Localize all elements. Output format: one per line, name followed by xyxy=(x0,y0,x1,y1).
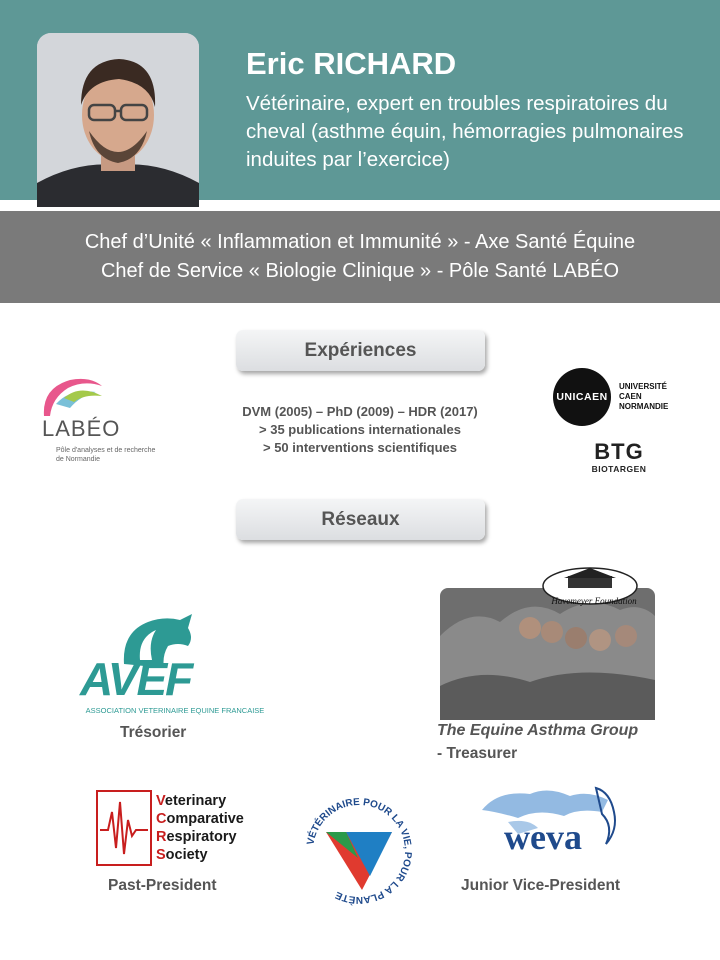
unicaen-text: UNIVERSITÉ CAEN NORMANDIE xyxy=(619,382,669,411)
experiences-heading: Expériences xyxy=(236,330,485,371)
experiences-list xyxy=(200,403,520,457)
avef-logo xyxy=(70,610,280,720)
asthma-group-name: The Equine Asthma Group xyxy=(437,722,639,739)
person-name: Eric RICHARD xyxy=(246,46,457,81)
weva-role: Junior Vice-President xyxy=(461,877,621,894)
ecg-waveform-icon xyxy=(96,790,152,866)
btg-mark: BTG xyxy=(594,439,644,464)
vet-planet-logo xyxy=(300,792,418,910)
vcrs-text: Veterinary Comparative Respiratory Society xyxy=(156,793,244,863)
btg-logo xyxy=(584,440,654,480)
avef-role: Trésorier xyxy=(120,724,187,741)
labeo-tagline: Pôle d'analyses et de recherche de Normandie xyxy=(56,447,156,463)
vcrs-role: Past-President xyxy=(108,877,217,894)
havemeyer-text: Havemeyer Foundation xyxy=(551,596,637,606)
labeo-name: LABÉO xyxy=(42,416,121,441)
avef-sub: ASSOCIATION VETERINAIRE EQUINE FRANCAISE xyxy=(85,706,265,715)
profile-photo xyxy=(37,33,199,207)
person-description: Vétérinaire, expert en troubles respiratoires du cheval (asthme équin, hémorragies pulmonaires induites par l’exercice) xyxy=(246,92,684,171)
btg-sub: BIOTARGEN xyxy=(591,464,647,474)
avef-mark: AVEF xyxy=(80,653,192,705)
positions-band xyxy=(0,211,720,303)
weva-mark: weva xyxy=(504,817,582,857)
weva-logo xyxy=(478,782,628,862)
experience-line: DVM (2005) – PhD (2009) – HDR (2017) xyxy=(242,404,478,419)
experience-line: > 50 interventions scientifiques xyxy=(263,440,457,455)
labeo-swirl-icon xyxy=(40,374,110,420)
equine-asthma-group-image xyxy=(440,566,655,720)
unicaen-logo xyxy=(553,368,673,428)
vet-planet-text: VÉTÉRINAIRE POUR LA VIE, POUR LA PLANÈTE xyxy=(305,796,414,906)
experience-line: > 35 publications internationales xyxy=(259,422,461,437)
vcrs-logo xyxy=(96,790,266,866)
position-line: Chef de Service « Biologie Clinique » - Pôle Santé LABÉO xyxy=(100,260,620,282)
asthma-group-role: - Treasurer xyxy=(437,745,518,762)
position-line: Chef d’Unité « Inflammation et Immunité » - Axe Santé Équine xyxy=(84,231,636,253)
labeo-logo xyxy=(40,374,180,474)
unicaen-mark: UNICAEN xyxy=(553,368,611,426)
networks-heading: Réseaux xyxy=(236,499,485,540)
